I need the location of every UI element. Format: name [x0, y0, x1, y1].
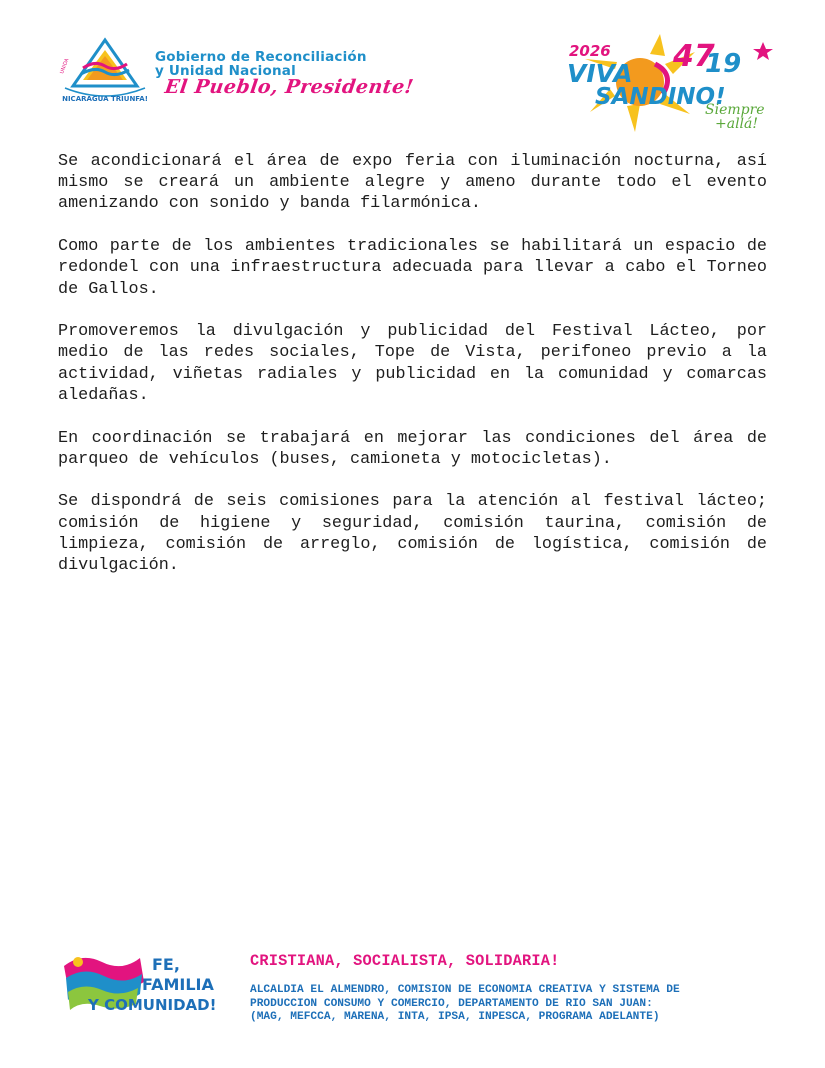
anniversary-number: 47: [673, 39, 715, 74]
anniversary-tagline2: +allá!: [715, 116, 759, 132]
government-name-line1: Gobierno de Reconciliación: [155, 49, 367, 65]
paragraph: Se acondicionará el área de expo feria con iluminación nocturna, así mismo se creará un ambiente alegre y ameno durante todo el evento amenizando con sonido y banda filarmónica.: [58, 152, 767, 214]
footer-logo-line2: FAMILIA: [142, 975, 214, 994]
viva-sandino-logo-icon: [555, 34, 780, 134]
footer-organizations: [250, 984, 770, 1025]
anniversary-line2: SANDINO!: [595, 84, 726, 110]
government-logo: [55, 34, 450, 106]
footer-org-line1: ALCALDIA EL ALMENDRO, COMISION DE ECONOMIA CREATIVA Y SISTEMA DE: [250, 984, 680, 996]
paragraph: Se dispondrá de seis comisiones para la atención al festival lácteo; comisión de higiene y seguridad, comisión taurina, comisión de limpieza, comisión de arreglo, comisión de logística, comisión de divulgación.: [58, 492, 767, 576]
document-body: [58, 151, 767, 598]
footer-logo-line1: FE,: [152, 955, 180, 974]
anniversary-number-2: 19: [705, 49, 742, 79]
paragraph: En coordinación se trabajará en mejorar las condiciones del área de parqueo de vehículos (buses, camioneta y motocicletas).: [58, 428, 767, 469]
footer-slogan: CRISTIANA, SOCIALISTA, SOLIDARIA!: [250, 952, 560, 970]
paragraph: Como parte de los ambientes tradicionales se habilitará un espacio de redondel con una infraestructura adecuada para llevar a cabo el Torneo de Gallos.: [58, 237, 767, 299]
emblem-arc-text: NICARAGUA TRIUNFA!: [62, 95, 148, 103]
footer-org-line3: (MAG, MEFCCA, MARENA, INTA, IPSA, INPESCA, PROGRAMA ADELANTE): [250, 1011, 660, 1024]
star-icon: [753, 42, 773, 60]
government-name-line2: y Unidad Nacional: [155, 63, 296, 79]
family-ribbon-icon: [62, 948, 227, 1016]
emblem-side-text: UNIDA: [59, 57, 71, 75]
anniversary-line1: VIVA: [567, 59, 633, 88]
anniversary-year: 2026: [569, 42, 611, 60]
anniversary-tagline1: Siempre: [705, 102, 765, 118]
nicaragua-triangle-emblem-icon: [55, 34, 155, 106]
footer-logo-line3: Y COMUNIDAD!: [88, 996, 217, 1014]
government-slogan: El Pueblo, Presidente!: [163, 76, 416, 98]
government-name: [155, 50, 367, 78]
anniversary-logo: [555, 34, 780, 134]
fe-familia-comunidad-logo: [62, 948, 227, 1016]
paragraph: Promoveremos la divulgación y publicidad del Festival Lácteo, por medio de las redes sociales, Tope de Vista, perifoneo previo a la actividad, viñetas radiales y publicidad en la comunidad y comarcas aledañas.: [58, 322, 767, 405]
footer-org-line2: PRODUCCION CONSUMO Y COMERCIO, DEPARTAMENTO DE RIO SAN JUAN:: [250, 997, 653, 1010]
